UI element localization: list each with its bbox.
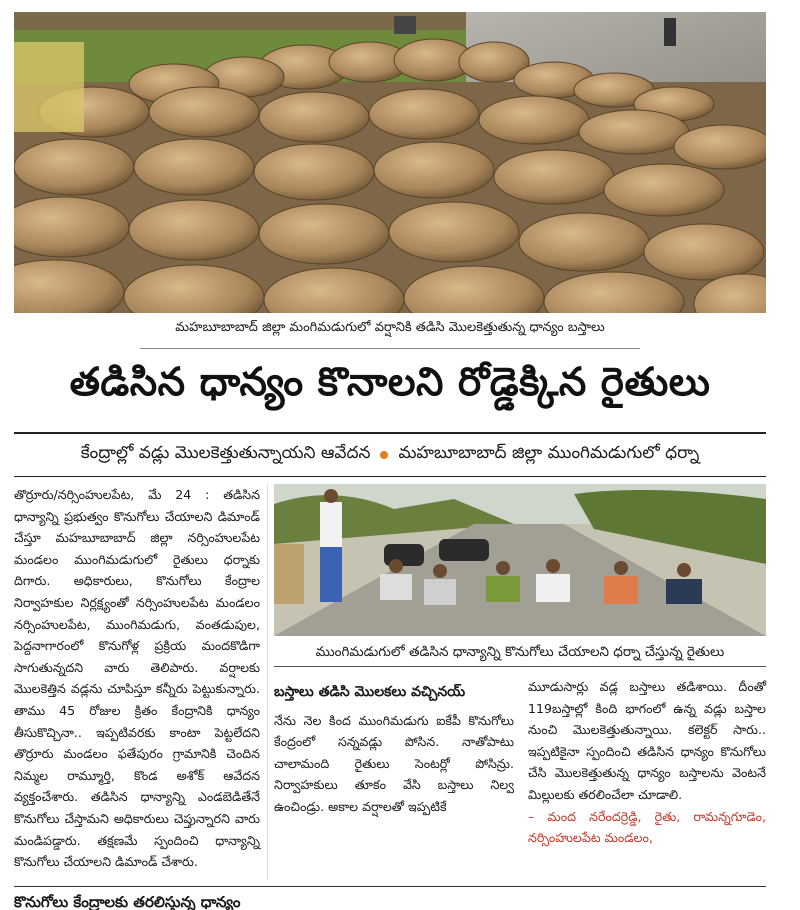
column-divider	[267, 484, 268, 880]
next-article-strip: కొనుగోలు కేంద్రాలకు తరలిస్తున్న ధాన్యం	[14, 893, 241, 910]
protest-photo	[274, 484, 766, 636]
farmer-quote-heading: బస్తాలు తడిసి మొలకలు వచ్చినయ్	[274, 684, 466, 700]
farmer-quote-continued: మూడుసార్లు వడ్ల బస్తాలు తడిశాయి. దీంతో 119బస్తాల్లో కింది భాగంలో ఉన్న వడ్లు బస్తాల నుంచి మొలకెత్తుతున్నాయి. కలెక్టర్ సారు.. ఇప్పటికైనా స్పందించి తడిసిన ధాన్యం కొనుగోలు చేసి మొలకెత్తుతున్న ధాన్యం బస్తాలను వెంటనే మిల్లులకు తరలించేలా చూడాలి.	[528, 679, 766, 802]
top-photo-caption: మహబూబాబాద్ జిల్లా మంగిమడుగులో వర్షానికి తడిసి మొలకెత్తుతున్న ధాన్యం బస్తాలు	[175, 320, 605, 335]
headline: తడిసిన ధాన్యం కొనాలని రోడ్డెక్కిన రైతులు	[69, 360, 711, 405]
protest-illustration	[274, 484, 766, 636]
subheadline	[14, 432, 766, 477]
article-column-3	[528, 676, 766, 849]
subhead-right: మహబూబాబాద్ జిల్లా ముంగిమడుగులో ధర్నా	[398, 443, 700, 463]
quote-signature: – మంద నరేందర్రెడ్డి, రైతు, రామన్నగూడెం, నర్సింహులపేట మండలం,	[528, 808, 766, 846]
sacks-illustration	[14, 12, 766, 313]
article-column-2	[274, 676, 514, 818]
article-column-1: తొర్రూరు/నర్సింహులపేట, మే 24 : తడిసిన ధాన్యాన్ని ప్రభుత్వం కొనుగోలు చేయాలని డిమాండ్ చేస్తూ మహబూబాబాద్ జిల్లా నర్సింహులపేట మండలం ముంగిమడుగులో రైతులు ధర్నాకు దిగారు. అధికారులు, కొనుగోలు కేంద్రాల నిర్వాహకుల నిర్లక్ష్యంతో నర్సింహులపేట మండలం నర్సింహులపేట, ముంగిమడుగు, వంతడుపుల, పెద్దనాగారంలో కొనుగోళ్ల ప్రక్రియ మందకొడిగా సాగుతున్నదని వారు తెలిపారు. వర్షాలకు మొలకెత్తిన వడ్లను చూపిస్తూ కన్నీరు పెట్టుకున్నారు. తాము 45 రోజుల క్రితం కేంద్రానికి ధాన్యం తీసుకొచ్చినా.. ఇప్పటివరకు కాంటా పెట్టలేదని తొర్రూరు మండలం ఫతేపురం గ్రామానికి చెందిన నిమ్మల రామ్మూర్తి, కొండ అశోక్ ఆవేదన వ్యక్తంచేశారు. తడిసిన ధాన్యాన్ని ఎండబెడితేనే కొనుగోలు చేస్తామని అధికారులు చెప్తున్నారని వారు మండిపడ్డారు. తక్షణమే స్పందించి ధాన్యాన్ని కొనుగోలు చేయాలని డిమాండ్ చేశారు.	[14, 487, 260, 870]
grain-sacks-photo	[14, 12, 766, 313]
farmer-quote-text: నేను నెల కింద ముంగిమడుగు ఐకేపీ కొనుగోలు కేంద్రంలో సన్నవడ్లు పోసిన. నాతోపాటు చాలామంది రైతులు సెంటర్లో పోసిన్రు. నిర్వాహకులు తూకం వేసి బస్తాలు నిల్వ ఉంచిండ్రు. అకాల వర్షాలతో ఇప్పటికే	[274, 712, 514, 814]
second-photo-caption: ముంగిమడుగులో తడిసిన ధాన్యాన్ని కొనుగోలు చేయాలని ధర్నా చేస్తున్న రైతులు	[274, 640, 766, 667]
bullet-dot-icon	[380, 451, 388, 459]
caption-divider	[140, 348, 640, 349]
page-bottom-rule	[14, 886, 766, 887]
subhead-left: కేంద్రాల్లో వడ్లు మొలకెత్తుతున్నాయని ఆవేదన	[80, 443, 371, 463]
